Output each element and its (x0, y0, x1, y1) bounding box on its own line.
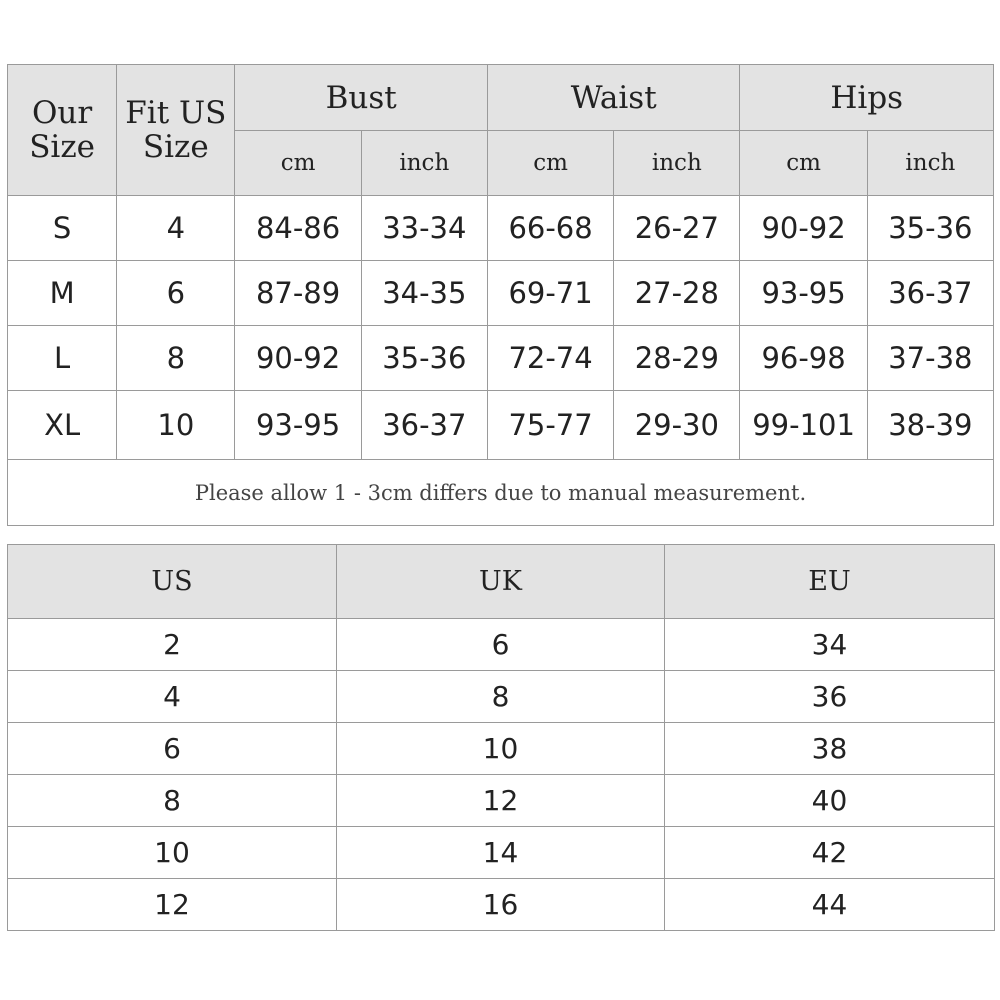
cell-our-size: L (8, 326, 117, 391)
table-row (8, 196, 994, 261)
cell-waist-inch: 28-29 (614, 326, 740, 391)
cell-uk: 6 (337, 619, 665, 671)
table-row (8, 326, 994, 391)
cell-hips-inch: 36-37 (867, 261, 993, 326)
cell-waist-cm: 69-71 (487, 261, 613, 326)
cell-hips-cm: 90-92 (740, 196, 867, 261)
cell-our-size: M (8, 261, 117, 326)
header-waist: Waist (487, 65, 740, 131)
cell-our-size: XL (8, 391, 117, 460)
cell-eu: 44 (665, 879, 995, 931)
size-chart-body (8, 196, 994, 526)
cell-hips-inch: 37-38 (867, 326, 993, 391)
cell-us: 4 (8, 671, 337, 723)
cell-fit-us-size: 8 (117, 326, 235, 391)
cell-uk: 10 (337, 723, 665, 775)
table-row (8, 391, 994, 460)
header-uk: UK (337, 545, 665, 619)
cell-waist-cm: 66-68 (487, 196, 613, 261)
cell-us: 12 (8, 879, 337, 931)
table-row (8, 671, 995, 723)
header-hips: Hips (740, 65, 994, 131)
header-bust-cm: cm (235, 131, 361, 196)
cell-waist-cm: 75-77 (487, 391, 613, 460)
cell-our-size: S (8, 196, 117, 261)
conversion-body (8, 619, 995, 931)
table-row (8, 879, 995, 931)
header-bust-inch: inch (361, 131, 487, 196)
cell-hips-cm: 93-95 (740, 261, 867, 326)
size-chart-table (7, 64, 994, 526)
cell-bust-inch: 34-35 (361, 261, 487, 326)
header-waist-cm: cm (487, 131, 613, 196)
cell-bust-inch: 33-34 (361, 196, 487, 261)
cell-eu: 34 (665, 619, 995, 671)
cell-fit-us-size: 10 (117, 391, 235, 460)
cell-uk: 8 (337, 671, 665, 723)
cell-uk: 14 (337, 827, 665, 879)
table-row (8, 723, 995, 775)
table-row (8, 619, 995, 671)
cell-eu: 40 (665, 775, 995, 827)
cell-hips-inch: 38-39 (867, 391, 993, 460)
size-conversion-table (7, 544, 995, 931)
header-hips-cm: cm (740, 131, 867, 196)
cell-bust-cm: 93-95 (235, 391, 361, 460)
header-us: US (8, 545, 337, 619)
table-row (8, 827, 995, 879)
cell-hips-inch: 35-36 (867, 196, 993, 261)
cell-us: 8 (8, 775, 337, 827)
cell-fit-us-size: 4 (117, 196, 235, 261)
cell-waist-inch: 29-30 (614, 391, 740, 460)
header-waist-inch: inch (614, 131, 740, 196)
cell-waist-inch: 26-27 (614, 196, 740, 261)
header-bust: Bust (235, 65, 488, 131)
cell-hips-cm: 99-101 (740, 391, 867, 460)
cell-eu: 36 (665, 671, 995, 723)
cell-us: 2 (8, 619, 337, 671)
cell-bust-inch: 35-36 (361, 326, 487, 391)
cell-uk: 12 (337, 775, 665, 827)
table-row (8, 261, 994, 326)
cell-hips-cm: 96-98 (740, 326, 867, 391)
cell-bust-inch: 36-37 (361, 391, 487, 460)
note-row (8, 460, 994, 526)
table-row (8, 775, 995, 827)
cell-waist-inch: 27-28 (614, 261, 740, 326)
conversion-header (8, 545, 995, 619)
cell-bust-cm: 90-92 (235, 326, 361, 391)
cell-uk: 16 (337, 879, 665, 931)
cell-waist-cm: 72-74 (487, 326, 613, 391)
cell-us: 10 (8, 827, 337, 879)
cell-bust-cm: 84-86 (235, 196, 361, 261)
cell-eu: 42 (665, 827, 995, 879)
header-our-size: Our Size (8, 65, 117, 196)
header-hips-inch: inch (867, 131, 993, 196)
header-fit-us-size: Fit US Size (117, 65, 235, 196)
size-chart-header (8, 65, 994, 196)
cell-eu: 38 (665, 723, 995, 775)
cell-fit-us-size: 6 (117, 261, 235, 326)
header-eu: EU (665, 545, 995, 619)
cell-us: 6 (8, 723, 337, 775)
cell-bust-cm: 87-89 (235, 261, 361, 326)
measurement-note: Please allow 1 - 3cm differs due to manual measurement. (8, 460, 994, 526)
